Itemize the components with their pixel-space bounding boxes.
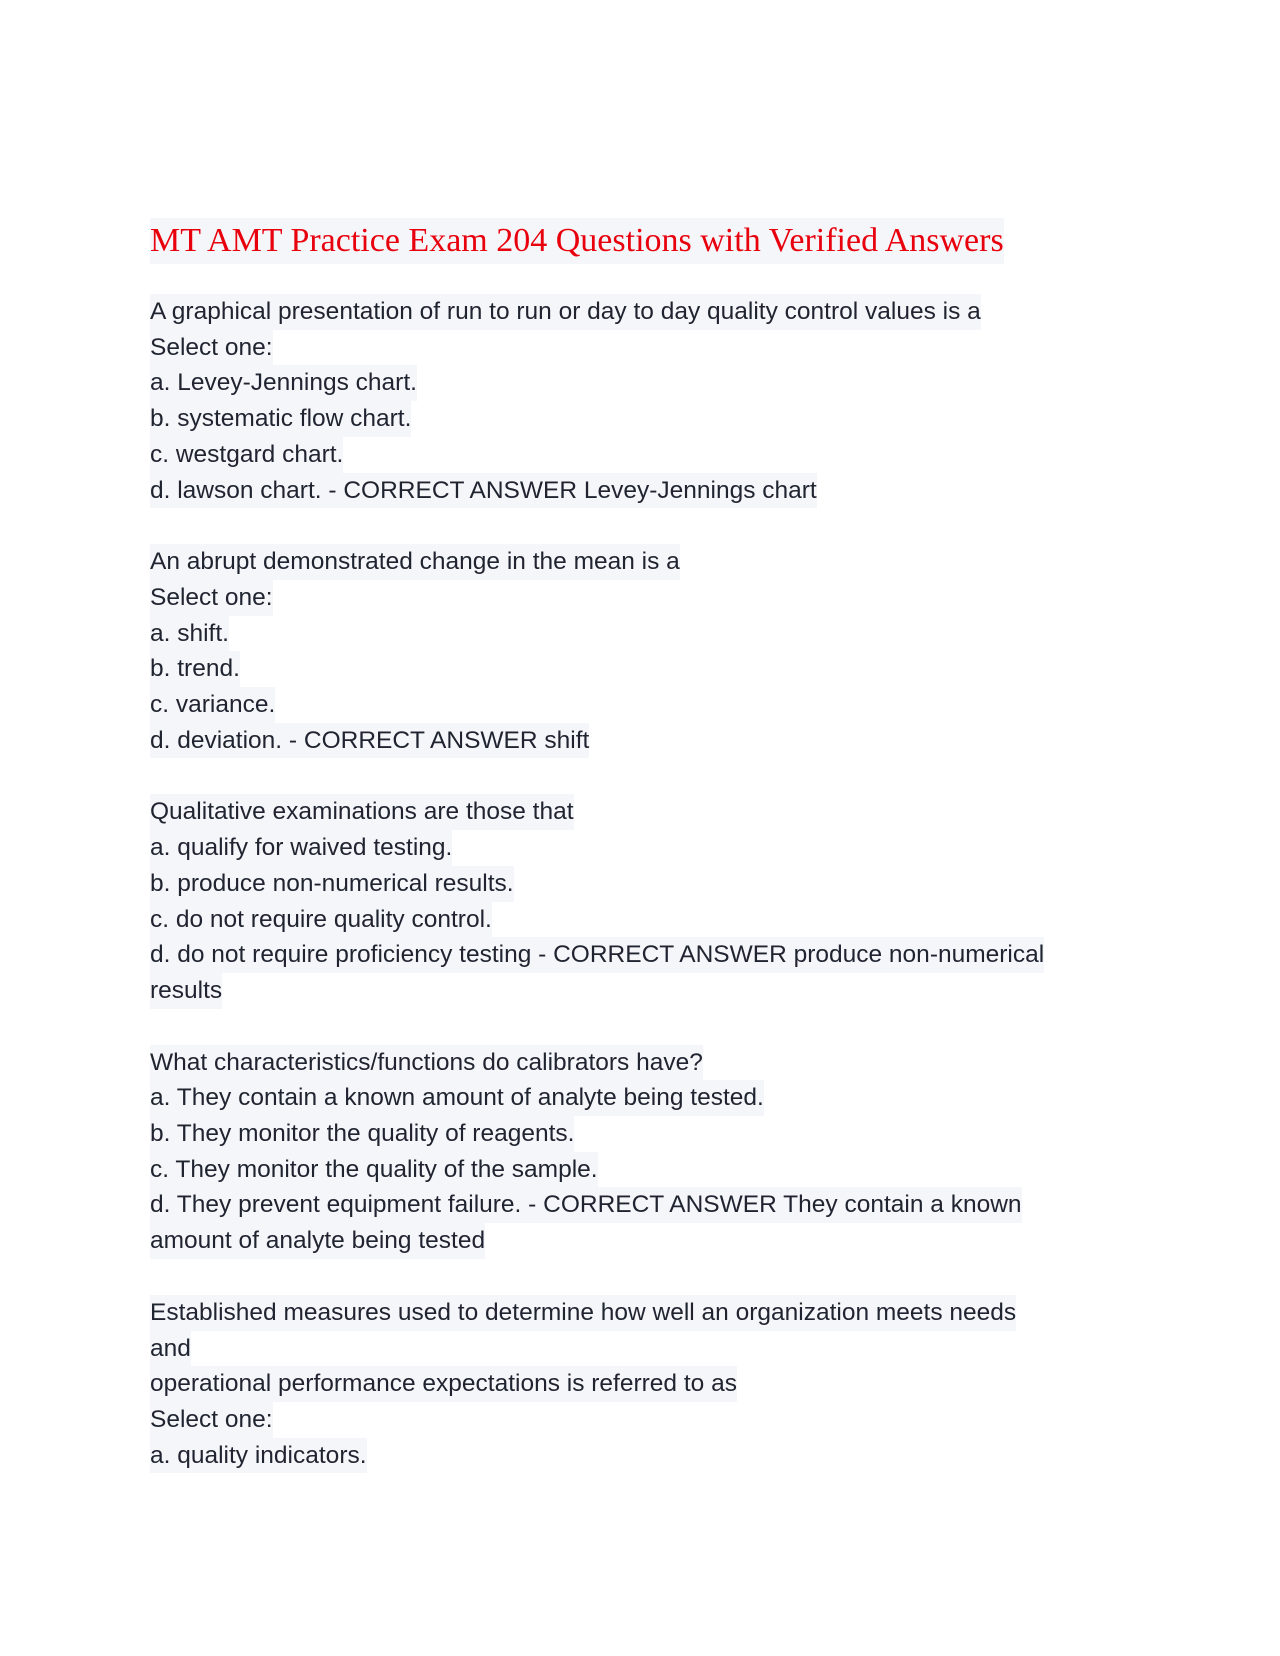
question-4 [150,1045,1130,1259]
question-text: Established measures used to determine how well an organization meets needs [150,1295,1016,1331]
select-one-label: Select one: [150,330,273,366]
option-d-with-answer: d. deviation. - CORRECT ANSWER shift [150,723,589,759]
question-text: What characteristics/functions do calibrators have? [150,1045,703,1081]
question-3 [150,794,1130,1008]
question-text: A graphical presentation of run to run or day to day quality control values is a [150,294,981,330]
option-a: a. Levey-Jennings chart. [150,365,417,401]
option-a: a. shift. [150,616,229,652]
question-5 [150,1295,1130,1474]
option-c: c. westgard chart. [150,437,343,473]
option-c: c. do not require quality control. [150,902,492,938]
select-one-label: Select one: [150,580,273,616]
answer-continuation: results [150,973,222,1009]
option-b: b. systematic flow chart. [150,401,411,437]
option-b: b. trend. [150,651,240,687]
question-text: An abrupt demonstrated change in the mean is a [150,544,680,580]
option-c: c. variance. [150,687,275,723]
option-a: a. qualify for waived testing. [150,830,452,866]
option-d-with-answer: d. They prevent equipment failure. - CORRECT ANSWER They contain a known [150,1187,1022,1223]
question-text-continuation: and [150,1331,191,1367]
question-1 [150,294,1130,508]
answer-continuation: amount of analyte being tested [150,1223,485,1259]
option-b: b. They monitor the quality of reagents. [150,1116,574,1152]
option-a: a. quality indicators. [150,1438,367,1474]
option-b: b. produce non-numerical results. [150,866,514,902]
option-c: c. They monitor the quality of the sample. [150,1152,598,1188]
option-d-with-answer: d. do not require proficiency testing - CORRECT ANSWER produce non-numerical [150,937,1044,973]
option-a: a. They contain a known amount of analyte being tested. [150,1080,764,1116]
question-text-continuation: operational performance expectations is referred to as [150,1366,737,1402]
document-title: MT AMT Practice Exam 204 Questions with Verified Answers [150,218,1004,264]
question-text: Qualitative examinations are those that [150,794,574,830]
option-d-with-answer: d. lawson chart. - CORRECT ANSWER Levey-Jennings chart [150,473,817,509]
select-one-label: Select one: [150,1402,273,1438]
document-page [150,218,1130,1509]
question-2 [150,544,1130,758]
